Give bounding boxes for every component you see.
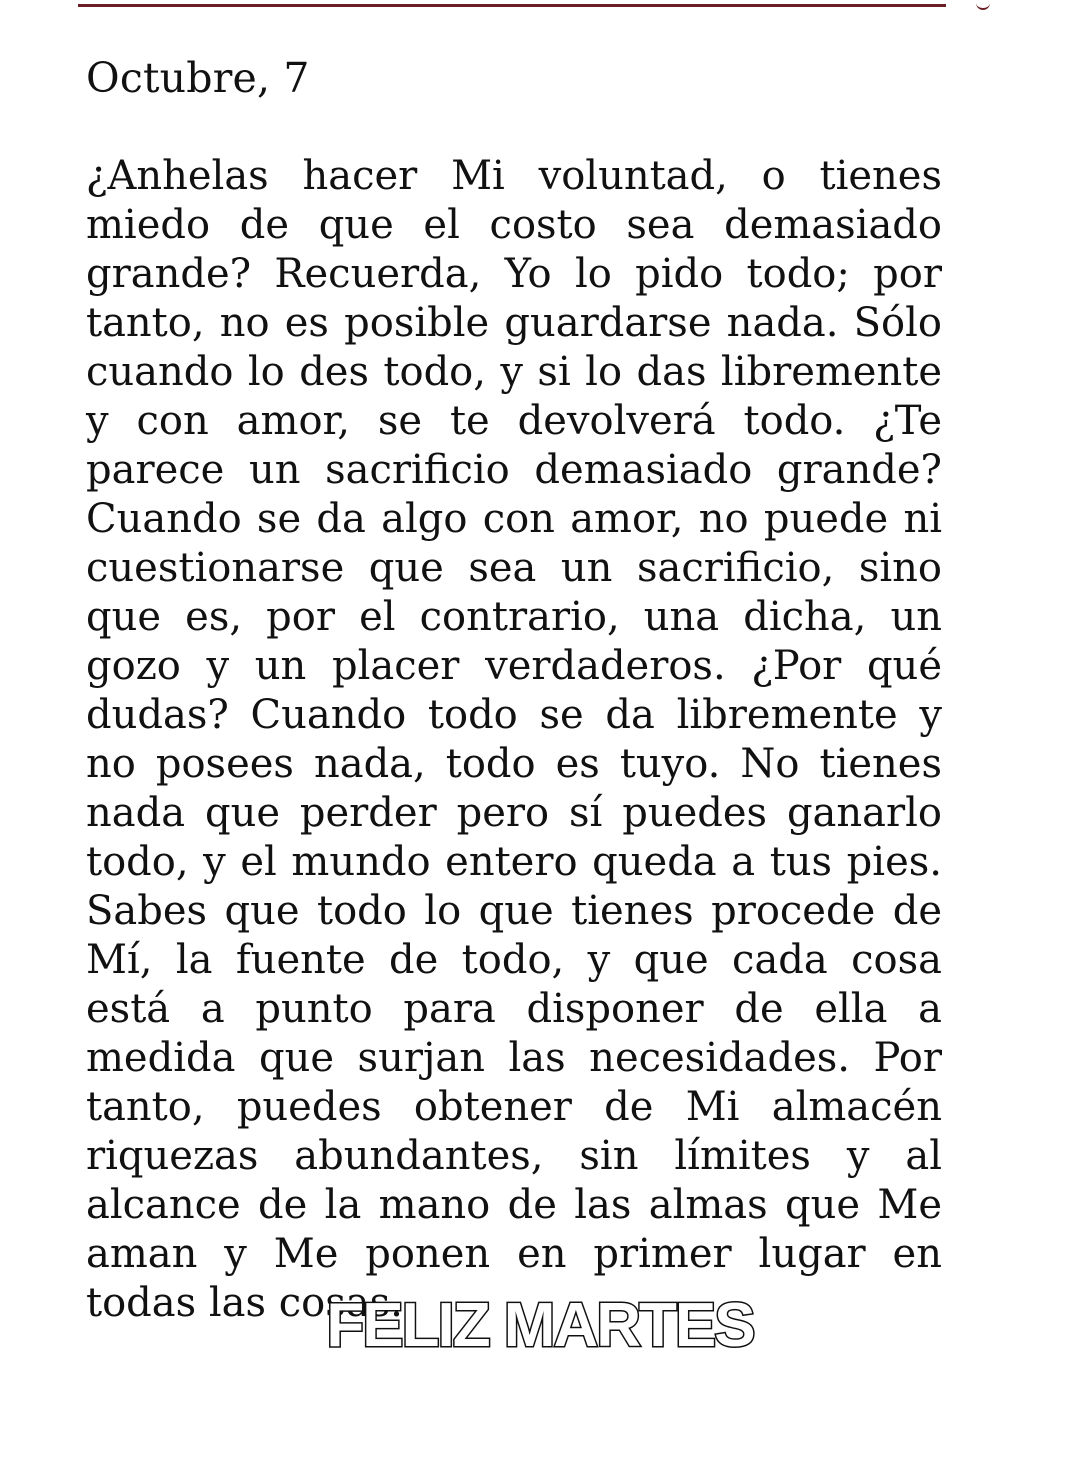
greeting-banner: FELIZ MARTES (326, 1291, 754, 1360)
rule-ornament (976, 0, 990, 10)
entry-date: Octubre, 7 (86, 54, 310, 102)
top-rule-divider (78, 4, 946, 7)
devotional-text: ¿Anhelas hacer Mi voluntad, o tienes miedo de que el costo sea demasiado grande? Recuerda, Yo lo pido todo; por tanto, no es posible guardarse nada. Sólo cuando lo des todo, y si lo das libremente y con amor, se te devolverá todo. ¿Te parece un sacrificio demasiado grande? Cuando se da algo con amor, no puede ni cuestionarse que sea un sacrificio, sino que es, por el contrario, una dicha, un gozo y un placer verdaderos. ¿Por qué dudas? Cuando todo se da libremente y no posees nada, todo es tuyo. No tienes nada que perder pero sí puedes ganarlo todo, y el mundo entero queda a tus pies. Sabes que todo lo que tienes procede de Mí, la fuente de todo, y que cada cosa está a punto para disponer de ella a medida que surjan las necesidades. Por tanto, puedes obtener de Mi almacén riquezas abundantes, sin límites y al alcance de la mano de las almas que Me aman y Me ponen en primer lugar en todas las cosas. (86, 153, 942, 1326)
